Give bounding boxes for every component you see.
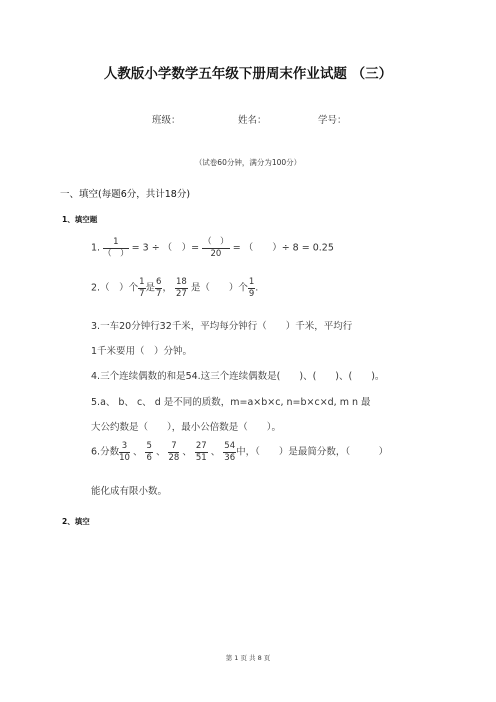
q2-fraction-3-denominator: 27 [175,288,187,299]
q2-fraction-2-numerator: 6 [156,277,162,287]
q1-fraction-2-denominator: 20 [210,248,222,259]
q2-fraction-3 [175,278,188,298]
q1-fraction-2-numerator: （ ） [203,237,229,247]
q1-fraction-1 [103,238,129,258]
q6-fraction-1 [119,442,130,462]
q6-fraction-5 [223,442,236,462]
q2-fraction-1 [138,278,145,298]
q2-fraction-3-numerator: 18 [175,277,187,287]
exam-note: （试卷60分钟，满分为100分） [194,158,302,167]
q6-fraction-4 [195,442,208,462]
question-6-line-1 [91,442,388,462]
document-title: 人教版小学数学五年级下册周末作业试题 （三） [103,66,393,82]
question-4: 4.三个连续偶数的和是54.这三个连续偶数是( )、( )、( )。 [91,371,385,382]
q2-fraction-1-numerator: 1 [139,277,145,287]
q1-fraction-2 [202,238,230,258]
q6-fraction-3 [168,442,179,462]
q2-text-a: 2.（ ）个 [91,282,139,294]
q2-fraction-1-denominator: 7 [139,288,145,299]
q6-separator-1: 、 [132,446,143,458]
q6-fraction-4-denominator: 51 [195,452,207,463]
question-5-line-2: 大公约数是（ ），最小公倍数是（ ）。 [91,422,282,433]
q6-separator-2: 、 [155,446,166,458]
q1-number: 1. [91,242,101,254]
page-footer: 第 1 页 共 8 页 [225,654,271,662]
q2-fraction-4-denominator: 9 [248,288,255,299]
q6-fraction-3-denominator: 28 [168,452,180,463]
q1-tail-text: = （ ）÷ 8 = 0.25 [232,242,334,254]
q2-fraction-4-numerator: 1 [248,277,255,287]
q6-fraction-2-numerator: 5 [146,441,152,451]
question-2 [91,278,258,298]
q1-middle-text: = 3 ÷ （ ）= [131,242,200,254]
subsection-2-heading: 2、填空 [62,517,90,526]
q6-fraction-1-denominator: 10 [119,452,130,463]
q6-fraction-2 [145,442,152,462]
q2-fraction-2-denominator: 7 [156,288,162,299]
q6-text-a: 6.分数 [91,446,120,458]
student-id-field-label: 学号： [318,115,347,126]
q6-separator-4: 、 [210,446,221,458]
q6-fraction-5-numerator: 54 [224,441,236,451]
q2-text-b: 是 [145,282,156,294]
q6-fraction-2-denominator: 6 [146,452,152,463]
question-5-line-1: 5.a、 b、 c、 d 是不同的质数，m=a×b×c, n=b×c×d, m n 最 [91,397,371,408]
q2-text-d: 是（ ）个 [190,282,248,294]
question-1 [91,238,334,258]
q1-fraction-1-numerator: 1 [103,238,129,249]
q6-fraction-5-denominator: 36 [224,452,236,463]
q6-separator-3: 、 [182,446,192,458]
q1-fraction-1-denominator: （ ） [103,248,129,259]
question-3-line-2: 1千米要用（ ）分钟。 [91,346,193,357]
subsection-1-heading: 1、填空题 [62,215,98,224]
question-3-line-1: 3.一车20分钟行32千米，平均每分钟行（ ）千米，平均行 [91,321,353,332]
q2-text-e: . [255,282,259,294]
q6-text-b: 中，（ ）是最简分数，（ ） [236,446,389,458]
class-field-label: 班级： [152,115,181,126]
q6-fraction-3-numerator: 7 [168,442,179,453]
q6-fraction-4-numerator: 27 [195,441,207,451]
section-heading: 一、填空(每题6分，共计18分) [60,189,191,200]
q6-fraction-1-numerator: 3 [119,442,130,453]
q2-text-c: ， [162,282,172,294]
question-6-line-2: 能化成有限小数。 [91,486,168,497]
name-field-label: 姓名： [238,115,267,126]
